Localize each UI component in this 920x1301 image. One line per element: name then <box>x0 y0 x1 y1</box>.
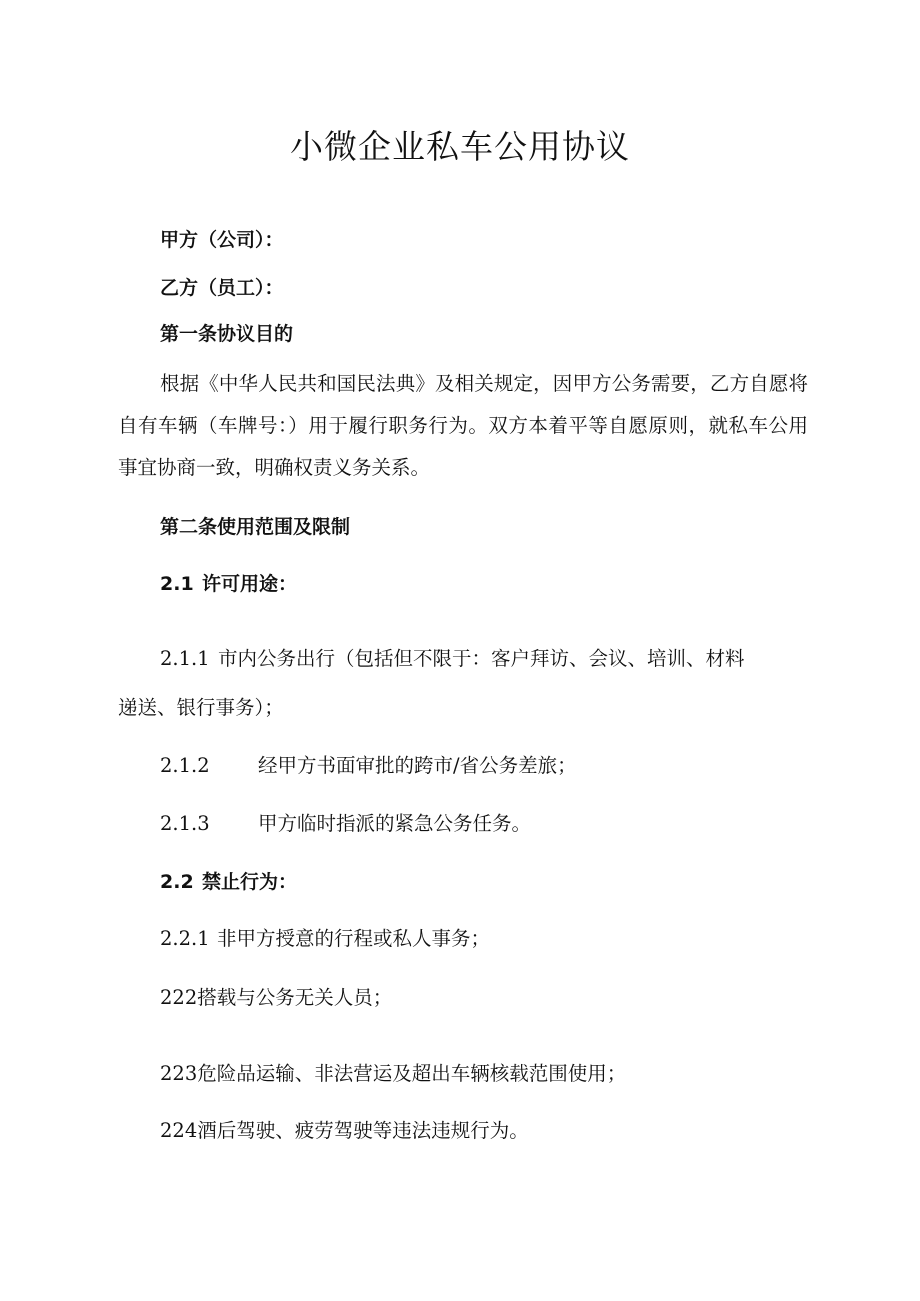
clause-number: 2.1.1 <box>160 647 210 670</box>
clause-2-1-3 <box>160 810 531 838</box>
clause-number: 2.2.1 <box>160 927 210 950</box>
section-2-2-heading <box>160 868 297 896</box>
clause-2-2-3: 223危险品运输、非法营运及超出车辆核载范围使用； <box>160 1062 627 1085</box>
party-b-label: 乙方（员工）： <box>160 277 284 299</box>
clause-number: 2.1.2 <box>160 754 210 777</box>
clause-2-1-2 <box>160 752 577 780</box>
section-label: 许可用途： <box>202 573 298 595</box>
clause-2-1-1 <box>160 645 745 673</box>
party-a-label: 甲方（公司）： <box>160 229 284 251</box>
clause-text: 市内公务出行（包括但不限于：客户拜访、会议、培训、材料 <box>218 647 745 670</box>
section-2-1-heading <box>160 570 297 598</box>
clause-text: 经甲方书面审批的跨市/省公务差旅； <box>258 754 577 777</box>
clause-number: 2.1.3 <box>160 812 210 835</box>
section-number: 2.2 <box>160 871 194 893</box>
article-1-heading: 第一条协议目的 <box>160 323 294 345</box>
clause-2-2-4: 224酒后驾驶、疲劳驾驶等违法违规行为。 <box>160 1119 529 1142</box>
clause-text: 甲方临时指派的紧急公务任务。 <box>258 812 532 835</box>
clause-2-1-1-continued: 递送、银行事务）； <box>118 696 284 719</box>
document-title: 小微企业私车公用协议 <box>290 127 630 166</box>
section-number: 2.1 <box>160 573 194 595</box>
clause-2-2-1 <box>160 925 490 953</box>
article-2-heading: 第二条使用范围及限制 <box>160 516 351 538</box>
section-label: 禁止行为： <box>202 871 298 893</box>
clause-text: 非甲方授意的行程或私人事务； <box>217 927 491 950</box>
clause-2-2-2: 222搭载与公务无关人员； <box>160 986 393 1009</box>
article-1-body: 根据《中华人民共和国民法典》及相关规定，因甲方公务需要，乙方自愿将自有车辆（车牌号：）用于履行职务行为。双方本着平等自愿原则，就私车公用事宜协商一致，明确权责义务关系。 <box>118 372 808 479</box>
